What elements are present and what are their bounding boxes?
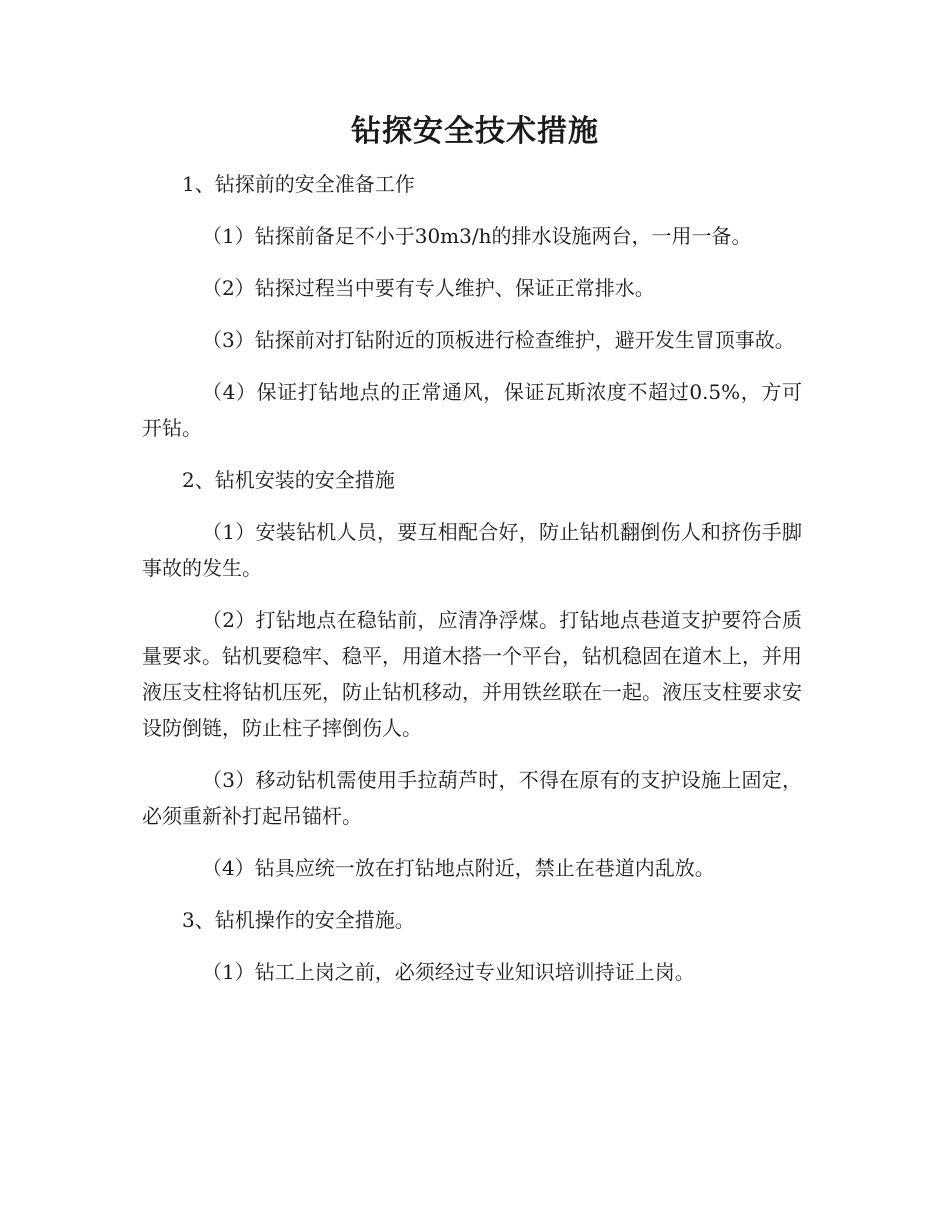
paragraph-1-1: （1）钻探前备足不小于30m3/h的排水设施两台，一用一备。	[202, 224, 752, 248]
section-heading-1: 1、钻探前的安全准备工作	[182, 172, 415, 196]
section-heading-2: 2、钻机安装的安全措施	[182, 468, 395, 492]
paragraph-2-3: （3）移动钻机需使用手拉葫芦时，不得在原有的支护设施上固定，必须重新补打起吊锚杆。	[142, 768, 802, 828]
paragraph-3-1: （1）钻工上岗之前，必须经过专业知识培训持证上岗。	[202, 960, 695, 984]
paragraph-1-4: （4）保证打钻地点的正常通风，保证瓦斯浓度不超过0.5%，方可开钻。	[142, 380, 802, 440]
paragraph-1-3: （3）钻探前对打钻附近的顶板进行检查维护，避开发生冒顶事故。	[202, 328, 795, 352]
paragraph-2-1: （1）安装钻机人员，要互相配合好，防止钻机翻倒伤人和挤伤手脚事故的发生。	[142, 520, 802, 580]
paragraph-2-2: （2）打钻地点在稳钻前，应清净浮煤。打钻地点巷道支护要符合质量要求。钻机要稳牢、稳平，用道木搭一个平台，钻机稳固在道木上，并用液压支柱将钻机压死，防止钻机移动，并用铁丝联在一起。液压支柱要求安设防倒链，防止柱子摔倒伤人。	[142, 608, 802, 740]
paragraph-2-4: （4）钻具应统一放在打钻地点附近，禁止在巷道内乱放。	[202, 856, 715, 880]
section-heading-3: 3、钻机操作的安全措施。	[182, 908, 415, 932]
document-body	[142, 166, 802, 990]
document-title: 钻探安全技术措施	[351, 114, 599, 149]
paragraph-1-2: （2）钻探过程当中要有专人维护、保证正常排水。	[202, 276, 655, 300]
